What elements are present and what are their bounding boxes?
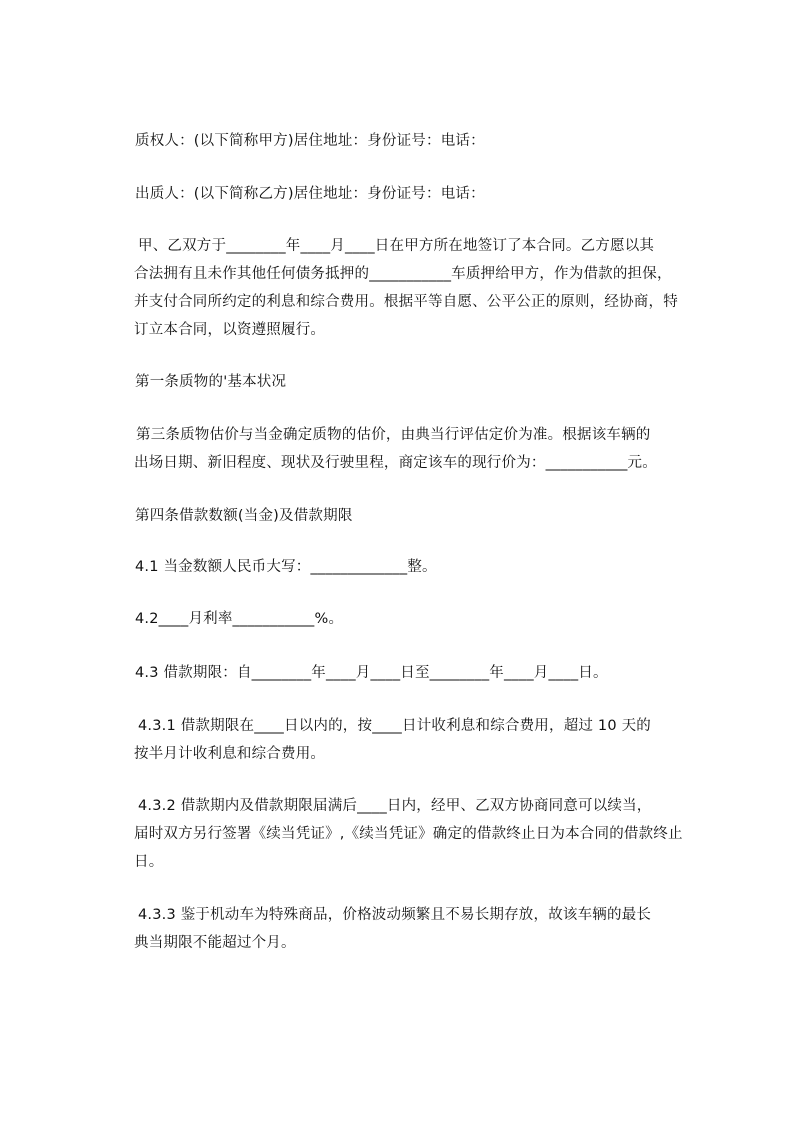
article-3-line-1: 第三条质物估价与当金确定质物的估价，由典当行评估定价为准。根据该车辆的 (136, 427, 651, 443)
clause-4-2-text: 4.2____月利率___________%。 (135, 611, 344, 627)
clause-4-3-1-line-1: 4.3.1 借款期限在____日以内的，按____日计收利息和综合费用，超过 10 天的 (138, 718, 651, 734)
preamble-line-3: 并支付合同所约定的利息和综合费用。根据平等自愿、公平公正的原则，经协商，特 (134, 294, 678, 310)
article-3-paragraph (134, 421, 714, 477)
clause-4-3-3 (134, 901, 714, 957)
clause-4-3 (135, 659, 710, 687)
clause-4-3-2-line-2: 届时双方另行签署《续当凭证》,《续当凭证》确定的借款终止日为本合同的借款终止 (134, 826, 683, 842)
article-1-heading (135, 368, 710, 396)
clause-4-1-text: 4.1 当金数额人民币大写：_____________整。 (135, 559, 437, 575)
pledgor-info-line (135, 180, 710, 208)
preamble-line-4: 订立本合同，以资遵照履行。 (134, 322, 326, 338)
preamble-line-1: 甲、乙双方于________年____月____日在甲方所在地签订了本合同。乙方愿以其 (138, 238, 655, 254)
article-4-heading-text: 第四条借款数额(当金)及借款期限 (135, 508, 353, 524)
clause-4-3-2-line-3: 日。 (134, 854, 164, 870)
article-3-line-2: 出场日期、新旧程度、现状及行驶里程，商定该车的现行价为：___________元。 (134, 455, 657, 471)
clause-4-3-2 (134, 792, 714, 876)
article-4-heading (135, 502, 710, 530)
clause-4-1 (135, 553, 710, 581)
pledgee-info-line (135, 127, 710, 155)
clause-4-3-1-line-2: 按半月计收利息和综合费用。 (134, 746, 326, 762)
preamble-line-2: 合法拥有且未作其他任何债务抵押的___________车质押给甲方，作为借款的担保， (134, 266, 672, 282)
clause-4-3-3-line-2: 典当期限不能超过个月。 (134, 935, 296, 951)
preamble-paragraph (134, 232, 714, 344)
clause-4-3-2-line-1: 4.3.2 借款期内及借款期限届满后____日内，经甲、乙双方协商同意可以续当， (138, 798, 652, 814)
clause-4-2 (135, 605, 710, 633)
pledgee-info-text: 质权人：(以下简称甲方)居住地址：身份证号：电话： (135, 133, 485, 149)
clause-4-3-3-line-1: 4.3.3 鉴于机动车为特殊商品，价格波动频繁且不易长期存放，故该车辆的最长 (138, 907, 652, 923)
clause-4-3-1 (134, 712, 714, 768)
clause-4-3-text: 4.3 借款期限：自________年____月____日至________年____月____日。 (135, 665, 608, 681)
pledgor-info-text: 出质人：(以下简称乙方)居住地址：身份证号：电话： (135, 186, 485, 202)
article-1-heading-text: 第一条质物的'基本状况 (135, 374, 287, 390)
